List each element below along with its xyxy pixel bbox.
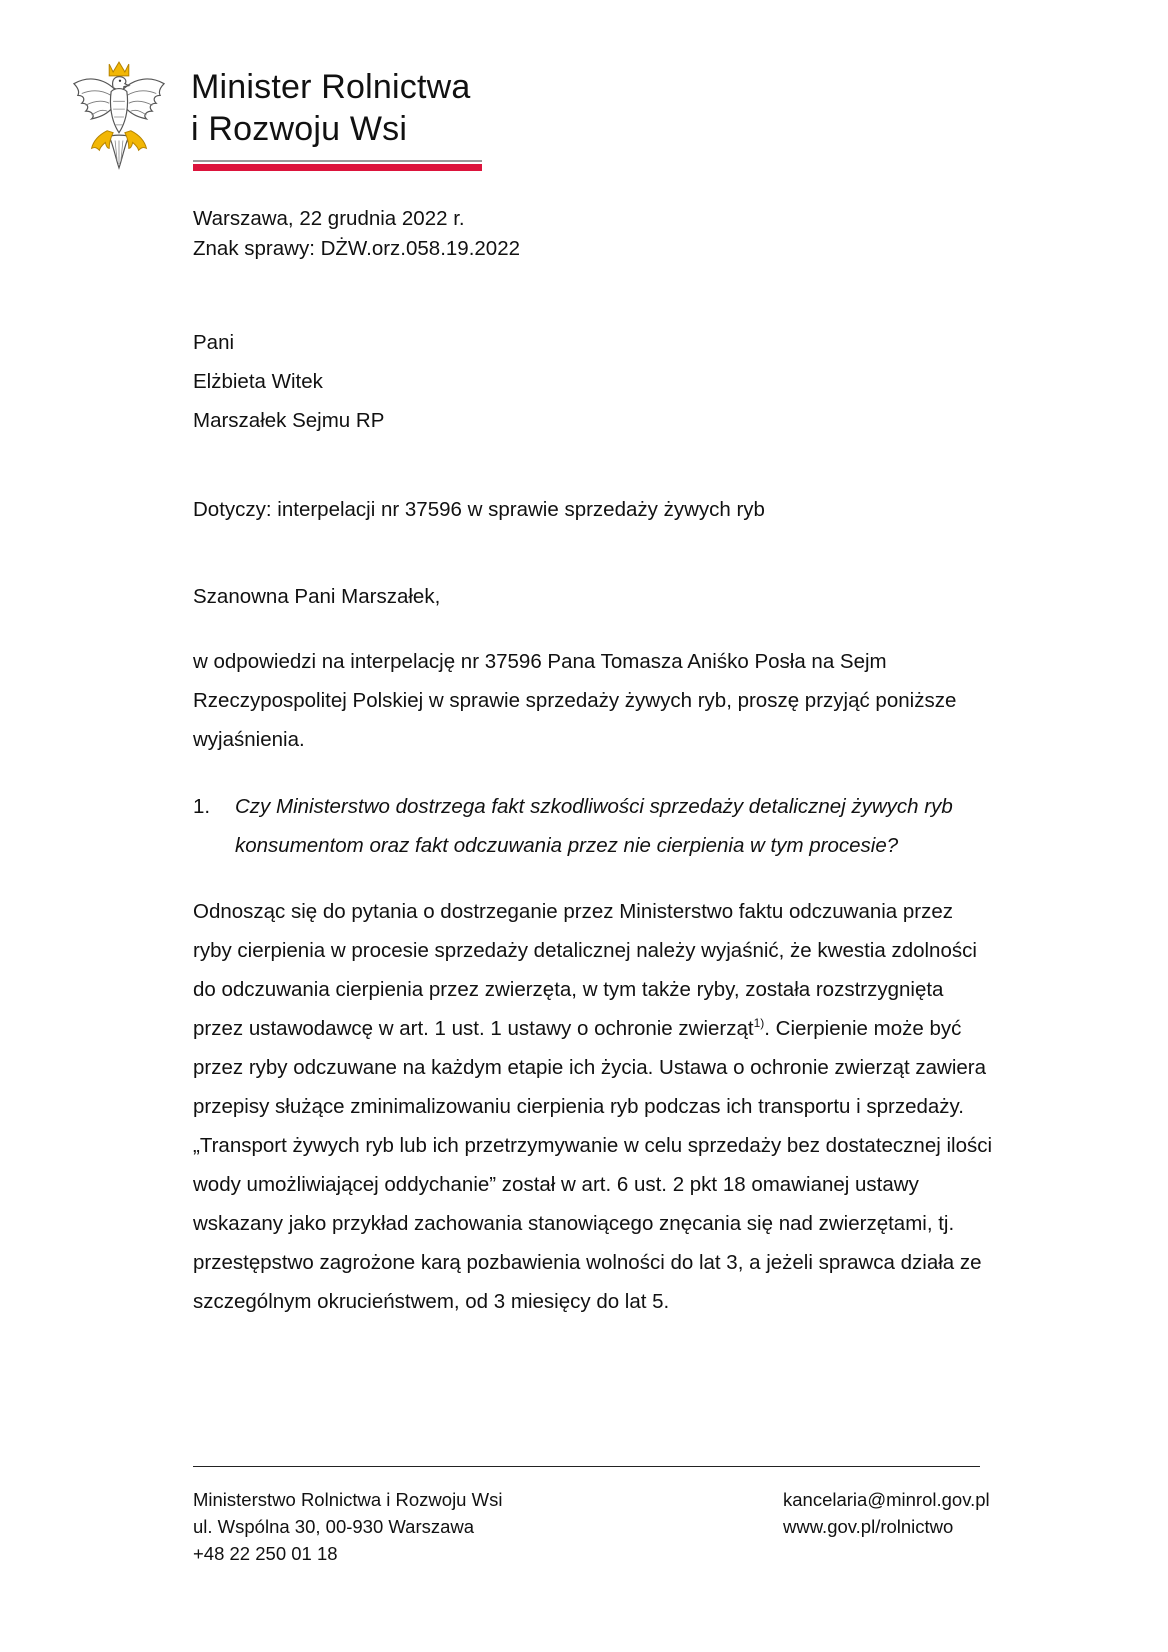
flag-white-stripe (193, 160, 482, 162)
footer-phone: +48 22 250 01 18 (193, 1543, 338, 1564)
letter-greeting: Szanowna Pani Marszałek, (193, 585, 441, 608)
letter-meta (193, 204, 520, 264)
question-text (235, 787, 1053, 865)
answer-line: do odczuwania cierpienia przez zwierzęta, w tym także ryby, została rozstrzygnięta (193, 978, 944, 1001)
intro-line: Rzeczypospolitej Polskiej w sprawie sprzedaży żywych ryb, proszę przyjąć poniższe (193, 689, 957, 712)
polish-eagle-emblem-icon (70, 58, 168, 176)
answer-line (193, 1009, 1053, 1048)
question-item (193, 787, 1053, 865)
intro-line: w odpowiedzi na interpelację nr 37596 Pana Tomasza Aniśko Posła na Sejm (193, 650, 887, 673)
flag-red-stripe (193, 164, 482, 171)
intro-line: wyjaśnienia. (193, 728, 305, 751)
case-reference: Znak sprawy: DŻW.orz.058.19.2022 (193, 237, 521, 260)
ministry-title (191, 66, 470, 150)
footer-divider (193, 1466, 980, 1467)
answer-line: ryby cierpienia w procesie sprzedaży detalicznej należy wyjaśnić, że kwestia zdolności (193, 939, 977, 962)
answer-line: Odnosząc się do pytania o dostrzeganie przez Ministerstwo faktu odczuwania przez (193, 900, 954, 923)
recipient-name: Elżbieta Witek (193, 370, 323, 393)
footer-email: kancelaria@minrol.gov.pl (783, 1489, 990, 1510)
answer-line: wody umożliwiającej oddychanie” został w art. 6 ust. 2 pkt 18 omawianej ustawy (193, 1173, 919, 1196)
place-date: Warszawa, 22 grudnia 2022 r. (193, 207, 465, 230)
question-line: Czy Ministerstwo dostrzega fakt szkodliwości sprzedaży detalicznej żywych ryb (235, 795, 953, 818)
ministry-title-line1: Minister Rolnictwa (191, 68, 471, 106)
answer-line: przepisy służące zminimalizowaniu cierpienia ryb podczas ich transportu i sprzedaży. (193, 1095, 964, 1118)
footer-org: Ministerstwo Rolnictwa i Rozwoju Wsi (193, 1489, 503, 1510)
recipient-title: Marszałek Sejmu RP (193, 409, 385, 432)
answer-line: przez ryby odczuwane na każdym etapie ich życia. Ustawa o ochronie zwierząt zawiera (193, 1056, 987, 1079)
question-line: konsumentom oraz fakt odczuwania przez nie cierpienia w tym procesie? (235, 834, 899, 857)
flag-bar (193, 160, 482, 171)
answer-line-part: przez ustawodawcę w art. 1 ust. 1 ustawy o ochronie zwierząt (193, 1017, 754, 1040)
answer-line: szczególnym okrucieństwem, od 3 miesięcy do lat 5. (193, 1290, 670, 1313)
answer-line: przestępstwo zagrożone karą pozbawienia wolności do lat 3, a jeżeli sprawca działa ze (193, 1251, 982, 1274)
letter-subject: Dotyczy: interpelacji nr 37596 w sprawie sprzedaży żywych ryb (193, 498, 765, 521)
answer-paragraph (193, 892, 1053, 1321)
question-number: 1. (193, 795, 211, 818)
footnote-marker: 1) (753, 1016, 765, 1031)
answer-line-part: . Cierpienie może być (764, 1017, 962, 1040)
answer-line: wskazany jako przykład zachowania stanowiącego znęcania się nad zwierzętami, tj. (193, 1212, 955, 1235)
footer-address-block (193, 1486, 502, 1567)
footer-website: www.gov.pl/rolnictwo (783, 1516, 954, 1537)
recipient-salutation: Pani (193, 331, 235, 354)
recipient-block (193, 323, 384, 440)
footer-address: ul. Wspólna 30, 00-930 Warszawa (193, 1516, 475, 1537)
answer-line: „Transport żywych ryb lub ich przetrzymywanie w celu sprzedaży bez dostatecznej ilości (193, 1134, 993, 1157)
footer-contact-block (783, 1486, 990, 1540)
intro-paragraph (193, 642, 1053, 759)
ministry-title-line2: i Rozwoju Wsi (191, 110, 408, 148)
